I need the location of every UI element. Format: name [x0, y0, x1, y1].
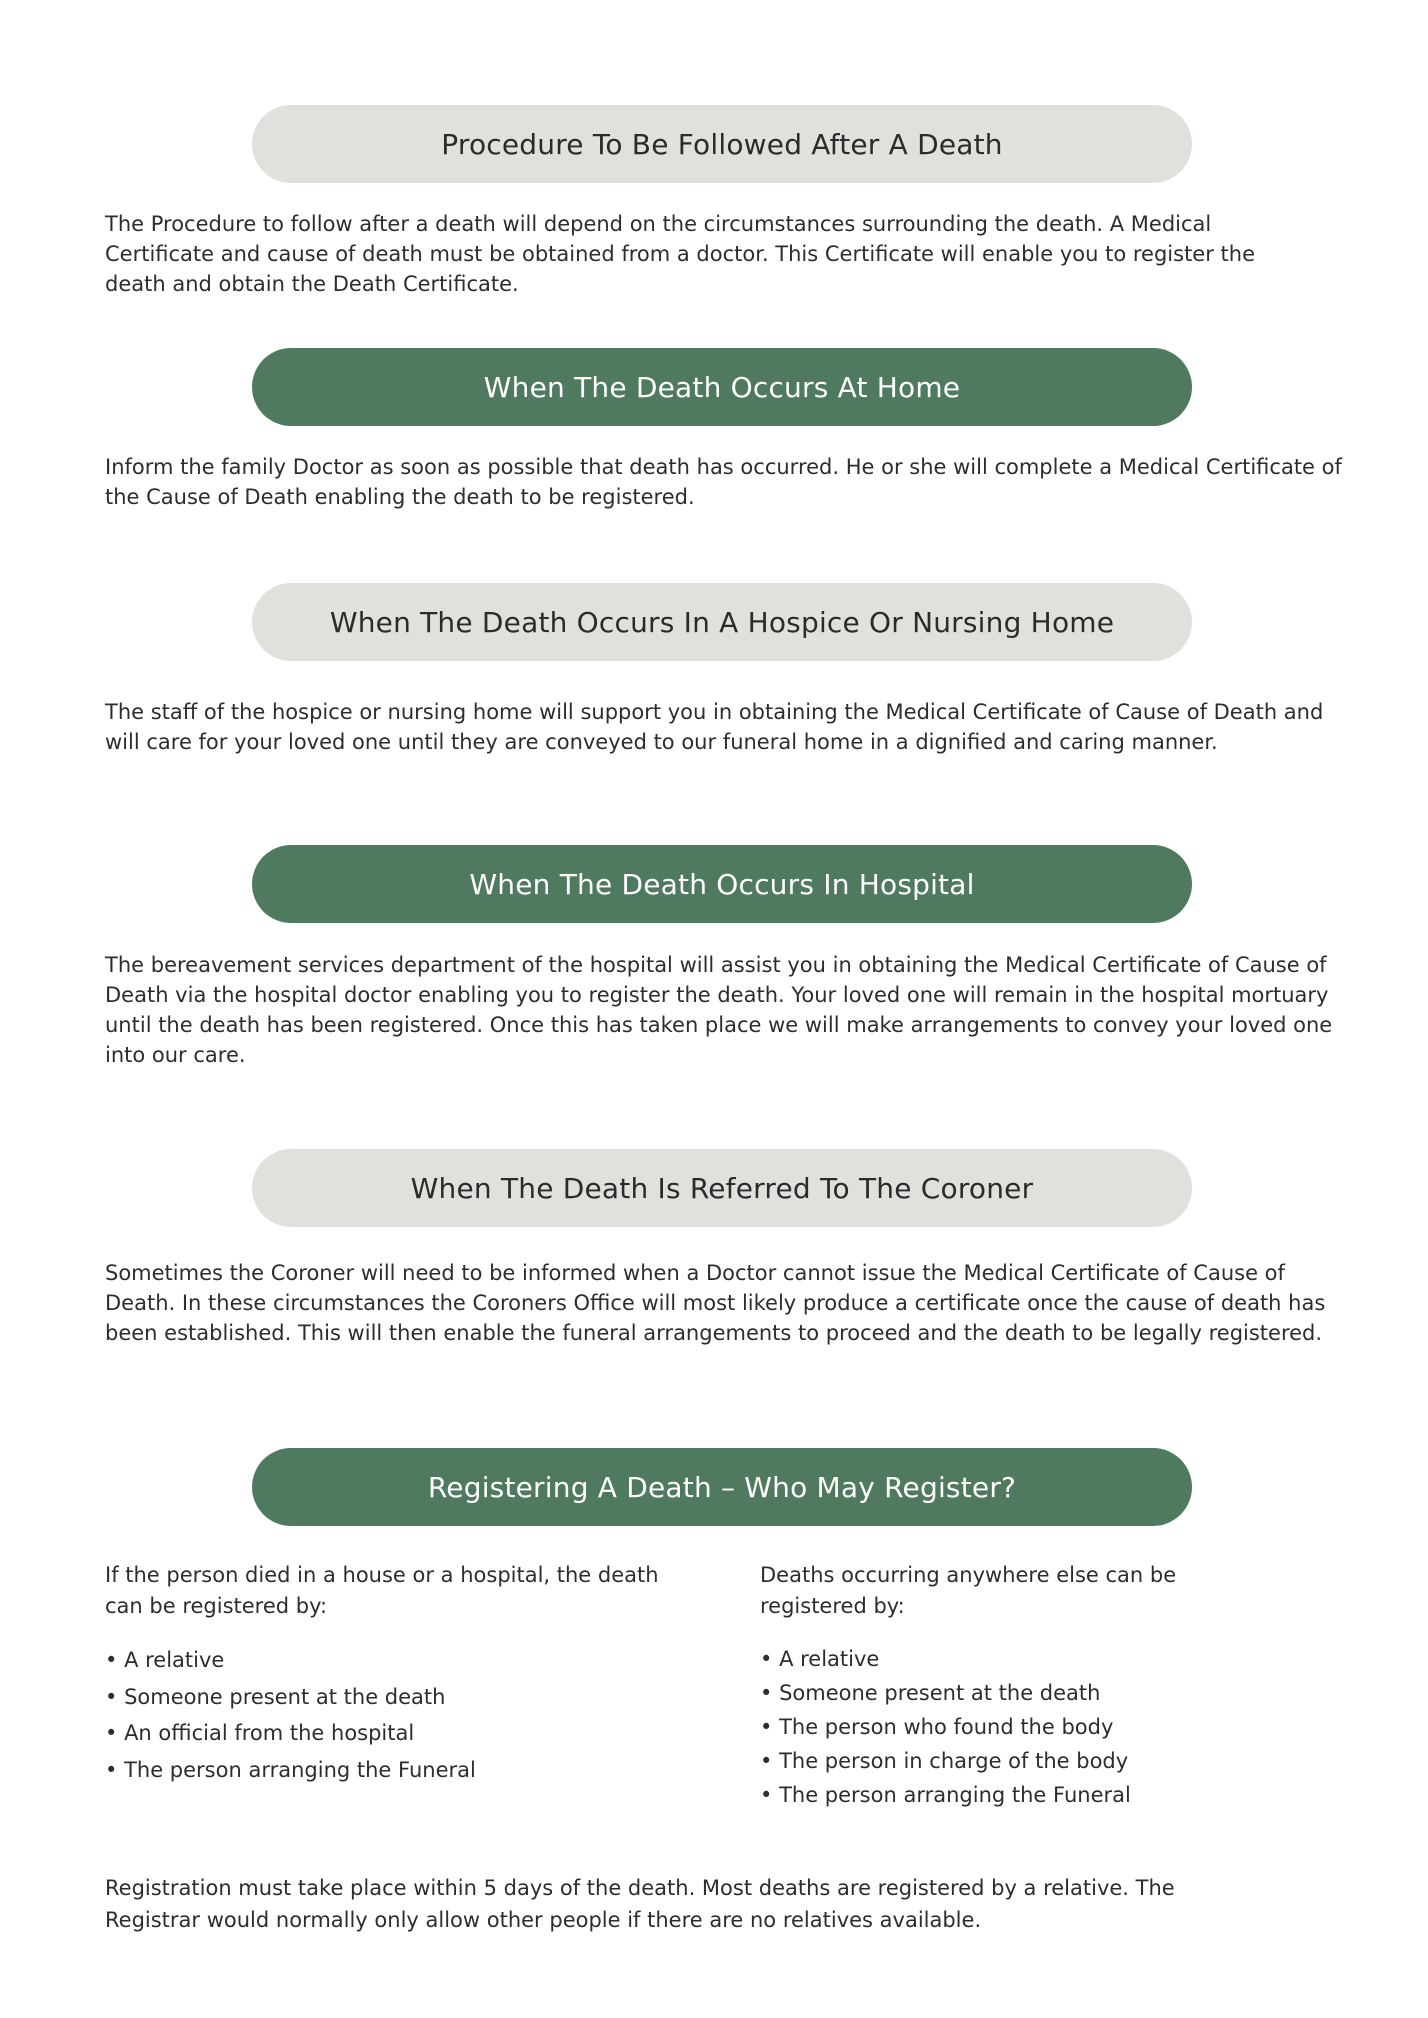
list-item: • An official from the hospital: [105, 1715, 685, 1752]
list-item: • The person in charge of the body: [760, 1744, 1180, 1778]
paragraph-death-hospital: The bereavement services department of the hospital will assist you in obtaining the Medical Certificate of Cause of Death via the hospital doctor enabling you to register the death. Your loved one will remain in the hospital mortuary until the death has been registered. Once this has taken place we will make arrangements to convey your loved one into our care.: [105, 953, 1333, 1067]
heading-death-hospice: When The Death Occurs In A Hospice Or Nursing Home: [252, 583, 1192, 661]
list-item: • The person arranging the Funeral: [105, 1752, 685, 1789]
register-left-column: [105, 1560, 685, 1788]
register-right-intro: Deaths occurring anywhere else can be registered by:: [760, 1563, 1177, 1618]
heading-death-at-home: When The Death Occurs At Home: [252, 348, 1192, 426]
paragraph-death-coroner: Sometimes the Coroner will need to be informed when a Doctor cannot issue the Medical Certificate of Cause of Death. In these circumstances the Coroners Office will most likely produce a certificate once the cause of death has been established. This will then enable the funeral arrangements to proceed and the death to be legally registered.: [105, 1261, 1326, 1345]
heading-death-hospital: When The Death Occurs In Hospital: [252, 845, 1192, 923]
list-item: • The person who found the body: [760, 1710, 1180, 1744]
register-left-list: [105, 1642, 685, 1788]
list-item: • A relative: [760, 1642, 1180, 1676]
paragraph-procedure: The Procedure to follow after a death will depend on the circumstances surrounding the death. A Medical Certificate and cause of death must be obtained from a doctor. This Certificate will enable you to register the death and obtain the Death Certificate.: [105, 212, 1255, 296]
list-item: • Someone present at the death: [105, 1679, 685, 1716]
list-item: • The person arranging the Funeral: [760, 1778, 1180, 1812]
register-left-intro: If the person died in a house or a hospital, the death can be registered by:: [105, 1563, 659, 1618]
register-right-column: [760, 1560, 1180, 1812]
heading-death-coroner: When The Death Is Referred To The Coroner: [252, 1149, 1192, 1227]
paragraph-death-hospice: The staff of the hospice or nursing home will support you in obtaining the Medical Certificate of Cause of Death and will care for your loved one until they are conveyed to our funeral home in a dignified and caring manner.: [105, 700, 1324, 754]
heading-procedure-after-death: Procedure To Be Followed After A Death: [252, 105, 1192, 183]
paragraph-death-at-home: Inform the family Doctor as soon as possible that death has occurred. He or she will complete a Medical Certificate of the Cause of Death enabling the death to be registered.: [105, 455, 1342, 509]
paragraph-registration-footer: Registration must take place within 5 days of the death. Most deaths are registered by a relative. The Registrar would normally only allow other people if there are no relatives available.: [105, 1876, 1175, 1932]
register-right-list: [760, 1642, 1180, 1812]
list-item: • A relative: [105, 1642, 685, 1679]
list-item: • Someone present at the death: [760, 1676, 1180, 1710]
heading-registering-death: Registering A Death – Who May Register?: [252, 1448, 1192, 1526]
